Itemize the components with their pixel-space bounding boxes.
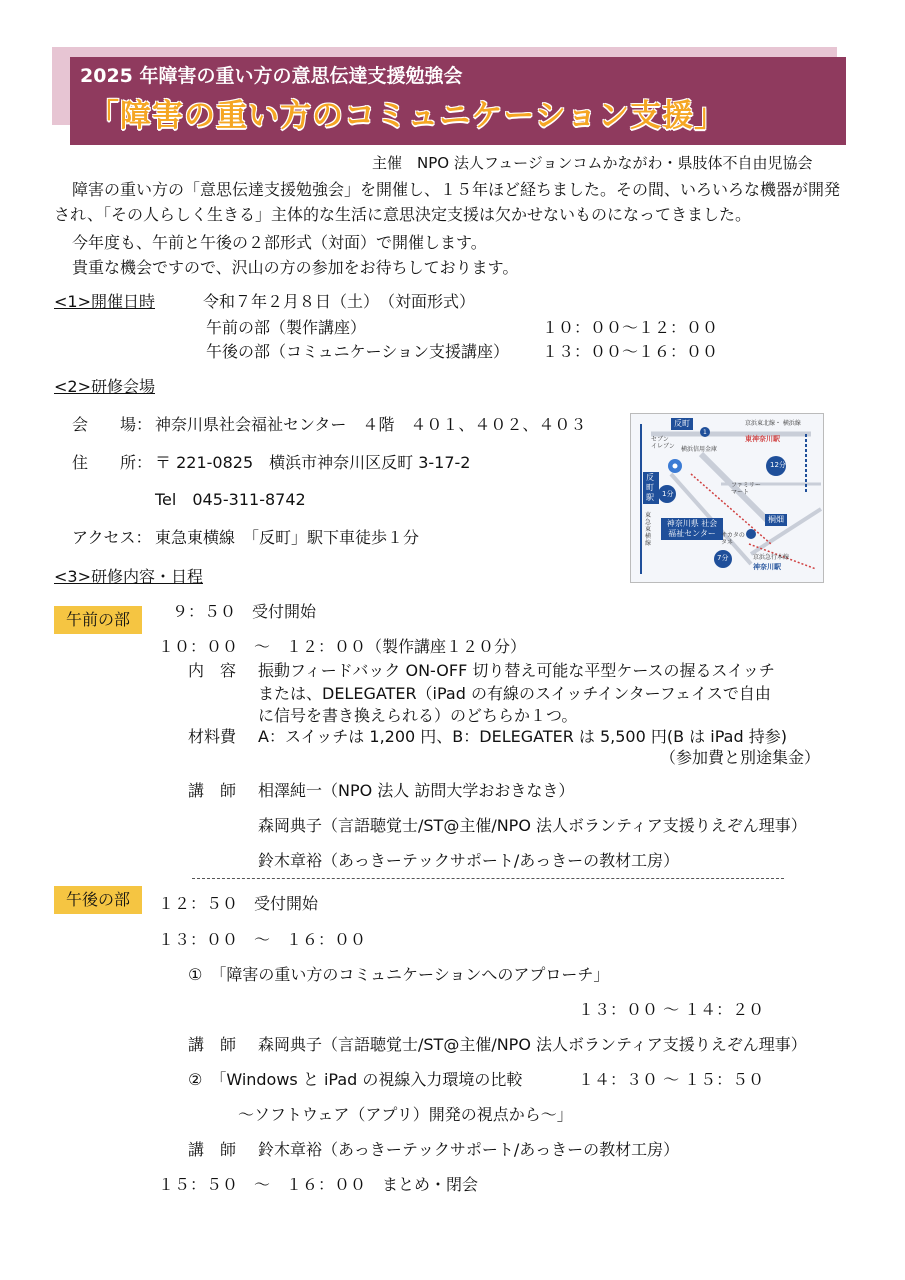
am-fee: A：スイッチは 1,200 円、B：DELEGATER は 5,500 円(B は iPad 持参) (258, 727, 787, 746)
pm-time: １３：００～１６：００ (542, 342, 719, 361)
am-content-1: 振動フィードバック ON-OFF 切り替え可能な平型ケースの握るスイッチ (258, 661, 775, 680)
map-jr-line: 京浜東北線・ 横浜線 (745, 420, 801, 427)
am-content-3: に信号を書き換えられる）のどちらか１つ。 (258, 706, 578, 725)
pm-talk1: ① 「障害の重い方のコミュニケーションへのアプローチ」 (188, 965, 610, 984)
pm-talk1-time: １３：００ ～ １４：２０ (578, 1000, 765, 1019)
am-lecturer-3: 鈴木章裕（あっきーテックサポート/あっきーの教材工房） (258, 851, 680, 870)
address-label: 住 所： (72, 453, 153, 472)
map-walk-12min: 12分 (770, 461, 786, 469)
pm-label: 午後の部（コミュニケーション支援講座） (206, 342, 510, 361)
map-route-number: 1 (703, 429, 707, 436)
pm-talk2-lecturer-label: 講 師 (188, 1140, 237, 1159)
tel: Tel 045-311-8742 (155, 490, 306, 509)
pm-talk2: ② 「Windows と iPad の視線入力環境の比較 (188, 1070, 523, 1089)
map-keikyu: 京浜急行本線 (753, 554, 790, 561)
pm-talk2-time: １４：３０ ～ １５：５０ (578, 1070, 765, 1089)
pm-talk1-lecturer: 森岡典子（言語聴覚士/ST@主催/NPO 法人ボランティア支援りえぞん理事） (258, 1035, 807, 1054)
am-session: １０：００ ～ １２：００（製作講座１２０分） (158, 637, 527, 656)
pm-closing: １５：５０ ～ １６：００ まとめ・閉会 (158, 1175, 479, 1194)
pm-talk1-lecturer-label: 講 師 (188, 1035, 237, 1054)
header-subtitle: 2025 年障害の重い方の意思伝達支援勉強会 (80, 65, 463, 87)
address: 〒 221-0825 横浜市神奈川区反町 3-17-2 (155, 453, 471, 472)
venue-map (630, 413, 824, 583)
am-time: １０：００～１２：００ (542, 318, 719, 337)
am-content-label: 内 容 (188, 661, 237, 680)
venue: 神奈川県社会福祉センター ４階 ４０１、４０２、４０３ (155, 415, 587, 434)
intro-line-1: 障害の重い方の「意思伝達支援勉強会」を開催し、１５年ほど経ちました。その間、いろいろな機器が開発 (72, 180, 841, 199)
am-badge: 午前の部 (54, 606, 142, 634)
section1-heading: <1>開催日時 (54, 292, 155, 311)
am-fee-note: （参加費と別途集金） (660, 748, 821, 767)
intro-line-3: 今年度も、午前と午後の２部形式（対面）で開催します。 (72, 233, 487, 252)
am-pm-divider (192, 878, 784, 879)
access-label: アクセス： (72, 528, 152, 547)
section2-heading: <2>研修会場 (54, 377, 155, 396)
am-lecturer-label: 講 師 (188, 781, 237, 800)
map-shinkin: 横浜信用金庫 (681, 446, 718, 453)
map-center-label: 神奈川県 社会福祉センター (661, 518, 723, 540)
access: 東急東横線 「反町」駅下車徒歩１分 (155, 528, 420, 547)
pm-session: １３：００ ～ １６：００ (158, 930, 367, 949)
am-reception: ９：５０ 受付開始 (172, 602, 317, 621)
intro-line-4: 貴重な機会ですので、沢山の方の参加をお待ちしております。 (72, 258, 519, 277)
section3-heading: <3>研修内容・日程 (54, 567, 203, 586)
map-walk-1min: 1分 (662, 490, 674, 498)
organizer: 主催 NPO 法人フュージョンコムかながわ・県肢体不自由児協会 (372, 154, 813, 172)
map-walk-7min: 7分 (717, 554, 729, 562)
map-sorimachi-label: 反町 (671, 418, 693, 430)
map-seven-eleven: セブン イレブン (651, 436, 675, 450)
header-title: 「障害の重い方のコミュニケーション支援」 (88, 98, 727, 134)
map-higashi-kanagawa: 東神奈川駅 (745, 435, 780, 443)
map-toyoko-line: 東急東横線 (645, 512, 652, 547)
map-kanagawa-station: 神奈川駅 (753, 563, 781, 571)
pm-talk2-lecturer: 鈴木章裕（あっきーテックサポート/あっきーの教材工房） (258, 1140, 680, 1159)
am-content-2: または、DELEGATER（iPad の有線のスイッチインターフェイスで自由 (258, 684, 771, 703)
am-lecturer-2: 森岡典子（言語聴覚士/ST@主催/NPO 法人ボランティア支援りえぞん理事） (258, 816, 807, 835)
map-family-mart: ファミリー マート (731, 482, 761, 496)
map-kiri-label: 桐畑 (765, 514, 787, 526)
am-label: 午前の部（製作講座） (206, 318, 367, 337)
am-fee-label: 材料費 (188, 727, 237, 746)
event-date: 令和７年２月８日（土） （対面形式） (203, 292, 476, 311)
pm-talk2-sub: ～ソフトウェア（アプリ）開発の視点から～」 (238, 1105, 573, 1124)
map-sorimachi-station: 反町駅 (643, 472, 659, 504)
intro-line-2: され、「その人らしく生きる」主体的な生活に意思決定支援は欠かせないものになってきました。 (54, 205, 751, 224)
pm-reception: １２：５０ 受付開始 (158, 894, 319, 913)
am-lecturer-1: 相澤純一（NPO 法人 訪問大学おおきなき） (258, 781, 575, 800)
map-sakata: サカタの タネ (721, 532, 745, 546)
pm-badge: 午後の部 (54, 886, 142, 914)
venue-label: 会 場： (72, 415, 153, 434)
